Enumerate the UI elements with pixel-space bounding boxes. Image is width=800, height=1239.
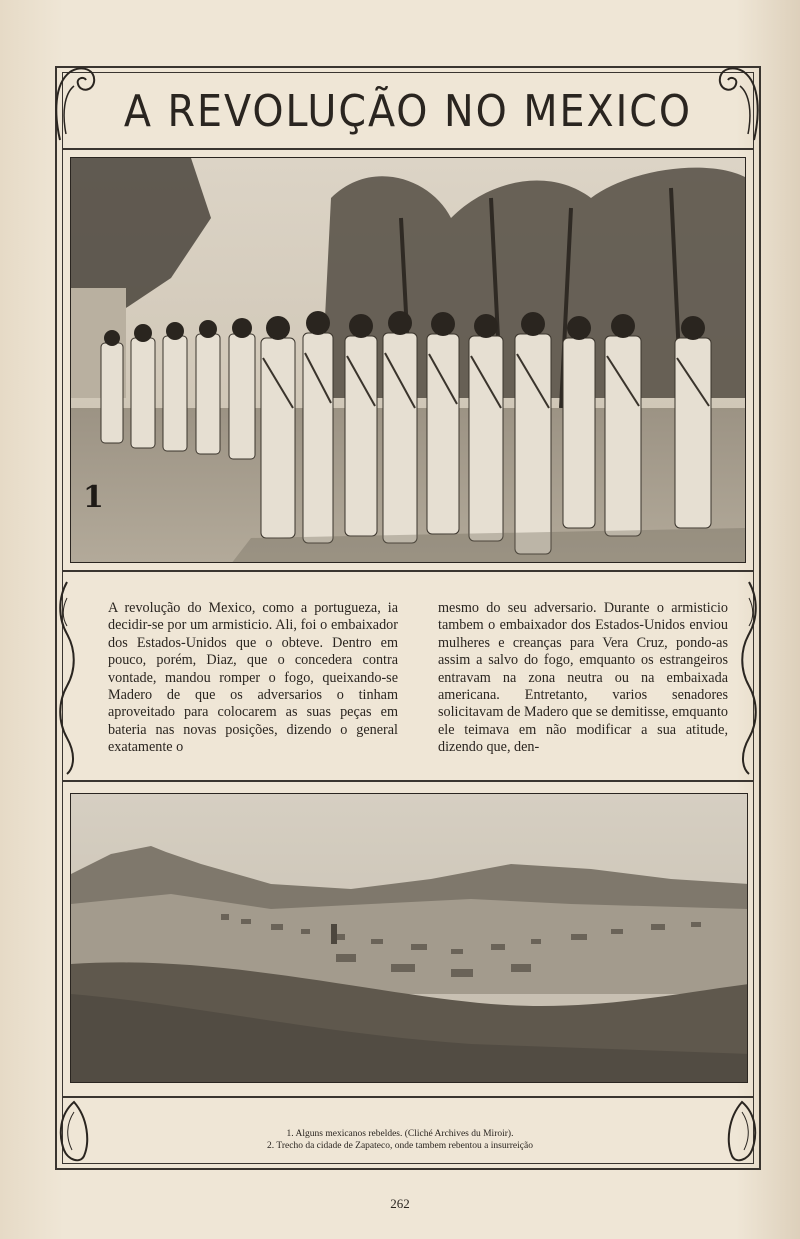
rule-below-text [62, 780, 754, 782]
title-band [62, 72, 754, 150]
article-column-right [438, 600, 728, 757]
column-right-text: mesmo do seu adversario. Durante o armisticio tambem o embaixador dos Estados-Unidos enviou mulheres e creanças para Vera Cruz, pondo-as assim a salvo do fogo, emquanto os estrangeiros entravam na zona neutra ou na embaixada americana. Entretanto, varios senadores solicitavam de Madero que se demitisse, emquanto ele teimava em não modificar a sua atitude, dizendo que, den- [438, 600, 728, 756]
article-body [108, 600, 728, 757]
page-number: 262 [390, 1196, 410, 1211]
captions [0, 1128, 800, 1152]
photo-city-image [71, 794, 748, 1083]
page-title: A REVOLUÇÃO NO MEXICO [123, 85, 693, 137]
side-ornament-left-icon [56, 578, 78, 778]
caption-1: 1. Alguns mexicanos rebeldes. (Cliché Archives du Miroir). [286, 1129, 514, 1139]
column-left-text: A revolução do Mexico, como a portugueza, ia decidir-se por um armisticio. Ali, foi o embaixador dos Estados-Unidos que o obteve. Dentro em pouco, porém, Diaz, que o concedera contra vontade, mandou romper o fogo, queixando-se Madero de que os adversarios o tinham aproveitado para colocarem as suas peças em bateria nas novas posições, dizendo o general exatamente o [108, 600, 398, 756]
caption-2: 2. Trecho da cidade de Zapateco, onde tambem rebentou a insurreição [267, 1141, 533, 1151]
rule-above-captions [62, 1096, 754, 1098]
side-ornament-right-icon [738, 578, 760, 778]
photo-rebels [70, 157, 746, 563]
rule-above-text [62, 570, 754, 572]
photo-number-1: 1 [83, 480, 104, 515]
photo-rebels-image [71, 158, 746, 563]
photo-city [70, 793, 748, 1083]
title-divider [62, 148, 754, 150]
article-column-left [108, 600, 398, 757]
